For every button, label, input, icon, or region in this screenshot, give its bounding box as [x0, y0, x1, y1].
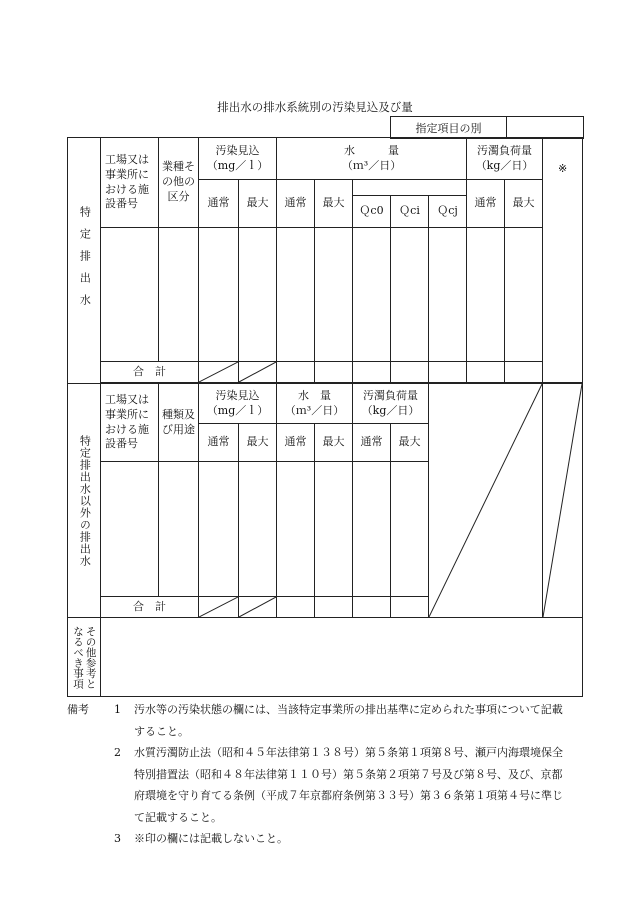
s1-input-qc0[interactable] — [353, 228, 391, 362]
s2-load-max: 最大 — [391, 424, 429, 462]
section3-label: その他参考となるべき事項 — [72, 625, 97, 689]
s1-type-header: 業種その他の区分 — [159, 138, 199, 228]
note-item-3 — [67, 828, 567, 850]
s1-total-pollution-max-slash — [239, 362, 277, 383]
note-num: 3 — [114, 832, 121, 845]
s1-input-load-max[interactable] — [505, 228, 543, 362]
s1-load-header — [467, 138, 543, 180]
s1-total-water-normal[interactable] — [277, 362, 315, 383]
s1-load-unit: （kg／日） — [475, 158, 534, 172]
s2-pollution-unit: （mg／ｌ） — [206, 403, 269, 417]
section3-input[interactable] — [101, 618, 583, 697]
s1-mark: ※ — [557, 162, 568, 175]
s2-input-water-max[interactable] — [315, 462, 353, 597]
s2-load-header — [353, 384, 429, 424]
s1-input-pollution-normal[interactable] — [199, 228, 239, 362]
s1-load-title: 汚濁負荷量 — [477, 143, 533, 157]
s1-input-water-max[interactable] — [315, 228, 353, 362]
s1-input-qci[interactable] — [391, 228, 429, 362]
s2-total-pollution-normal-slash — [199, 597, 239, 618]
note-text: 汚水等の汚染状態の欄には、当該特定事業所の排出基準に定められた事項について記載すること。 — [134, 703, 563, 738]
section1-label-cell — [68, 138, 101, 384]
s1-mark-cell — [543, 138, 583, 383]
s2-input-pollution-max[interactable] — [239, 462, 277, 597]
s1-input-qcj[interactable] — [429, 228, 467, 362]
s1-factory-header: 工場又は事業所における施設番号 — [101, 138, 159, 228]
s2-water-normal: 通常 — [277, 424, 315, 462]
s2-pollution-title: 汚染見込 — [215, 388, 260, 402]
s1-water-normal: 通常 — [277, 180, 315, 228]
note-num: 1 — [114, 703, 121, 716]
s1-water-max: 最大 — [315, 180, 353, 228]
s1-water-title: 水 量 — [344, 143, 400, 157]
note-indent — [67, 742, 114, 828]
section2-label: 特定排出水以外の排出水 — [78, 434, 92, 567]
form-title: 排出水の排水系統別の汚染見込及び量 — [217, 100, 413, 114]
s1-total-load-max[interactable] — [505, 362, 543, 383]
note-text: 水質汚濁防止法（昭和４５年法律第１３８号）第５条第１項第８号、瀬戸内海環境保全特別措置法（昭和４８年法律第１１０号）第５条第２項第７号及び第８号、及び、京都府環境を守り育てる条例（平成７年京都府条例第３３号）第３６条第１項第４号に準じて記載すること。 — [134, 746, 563, 824]
note-text: ※印の欄には記載しないこと。 — [134, 832, 288, 845]
s1-input-factory[interactable] — [101, 228, 159, 362]
s1-load-max: 最大 — [505, 180, 543, 228]
note-indent — [67, 828, 114, 850]
section1-label: 特定排出水 — [78, 205, 92, 316]
designated-items-box — [390, 116, 584, 139]
s2-input-load-max[interactable] — [391, 462, 429, 597]
s1-load-normal: 通常 — [467, 180, 505, 228]
s2-total-water-normal[interactable] — [277, 597, 315, 618]
s1-total-load-normal[interactable] — [467, 362, 505, 383]
s2-total-label: 合 計 — [101, 597, 199, 618]
s2-blank-slash-wide — [429, 384, 543, 618]
note-item-2 — [67, 742, 567, 828]
notes-label: 備考 — [67, 703, 89, 716]
drainage-table — [67, 137, 583, 697]
s1-input-water-normal[interactable] — [277, 228, 315, 362]
s2-total-load-max[interactable] — [391, 597, 429, 618]
s1-total-pollution-normal-slash — [199, 362, 239, 383]
s1-pollution-header — [199, 138, 277, 180]
s1-qcj: Ｑcj — [429, 196, 467, 228]
s2-total-water-max[interactable] — [315, 597, 353, 618]
note-item-1 — [67, 699, 567, 742]
s1-qc0: Ｑc0 — [353, 196, 391, 228]
s2-input-load-normal[interactable] — [353, 462, 391, 597]
designated-items-label: 指定項目の別 — [391, 117, 507, 139]
s1-water-header — [277, 138, 467, 180]
s1-input-type[interactable] — [159, 228, 199, 362]
s1-data-row — [68, 228, 583, 362]
s2-total-pollution-max-slash — [239, 597, 277, 618]
s1-total-label: 合 計 — [101, 362, 199, 383]
s2-input-factory[interactable] — [101, 462, 159, 597]
s1-pollution-unit: （mg／ｌ） — [206, 158, 269, 172]
note-num: 2 — [114, 746, 121, 759]
s2-pollution-normal: 通常 — [199, 424, 239, 462]
s2-water-unit: （ｍ³／日） — [284, 403, 345, 417]
s1-total-row — [68, 362, 583, 383]
s2-blank-slash-mark — [543, 384, 583, 618]
s1-pollution-normal: 通常 — [199, 180, 239, 228]
s1-total-water-max[interactable] — [315, 362, 353, 383]
s2-pollution-max: 最大 — [239, 424, 277, 462]
section2-label-cell — [68, 384, 101, 618]
s1-water-unit: （ｍ³／日） — [341, 158, 402, 172]
notes-section — [67, 699, 567, 850]
s1-pollution-title: 汚染見込 — [215, 143, 260, 157]
section3-label-cell — [68, 618, 101, 697]
designated-items-value[interactable] — [507, 117, 584, 139]
s2-total-load-normal[interactable] — [353, 597, 391, 618]
s2-load-title: 汚濁負荷量 — [363, 388, 419, 402]
s2-pollution-header — [199, 384, 277, 424]
s1-total-qci[interactable] — [391, 362, 429, 383]
s1-input-load-normal[interactable] — [467, 228, 505, 362]
s2-input-type[interactable] — [159, 462, 199, 597]
s2-water-title: 水 量 — [298, 388, 332, 402]
s2-water-header — [277, 384, 353, 424]
s2-load-unit: （kg／日） — [361, 403, 420, 417]
s2-water-max: 最大 — [315, 424, 353, 462]
s1-qc-group — [353, 180, 467, 196]
s2-input-pollution-normal[interactable] — [199, 462, 239, 597]
s1-qci: Ｑci — [391, 196, 429, 228]
s1-total-qc0[interactable] — [353, 362, 391, 383]
s2-factory-header: 工場又は事業所における施設番号 — [101, 384, 159, 462]
s1-total-qcj[interactable] — [429, 362, 467, 383]
s1-pollution-max: 最大 — [239, 180, 277, 228]
s2-input-water-normal[interactable] — [277, 462, 315, 597]
s2-load-normal: 通常 — [353, 424, 391, 462]
s2-type-header: 種類及び用途 — [159, 384, 199, 462]
s1-input-pollution-max[interactable] — [239, 228, 277, 362]
